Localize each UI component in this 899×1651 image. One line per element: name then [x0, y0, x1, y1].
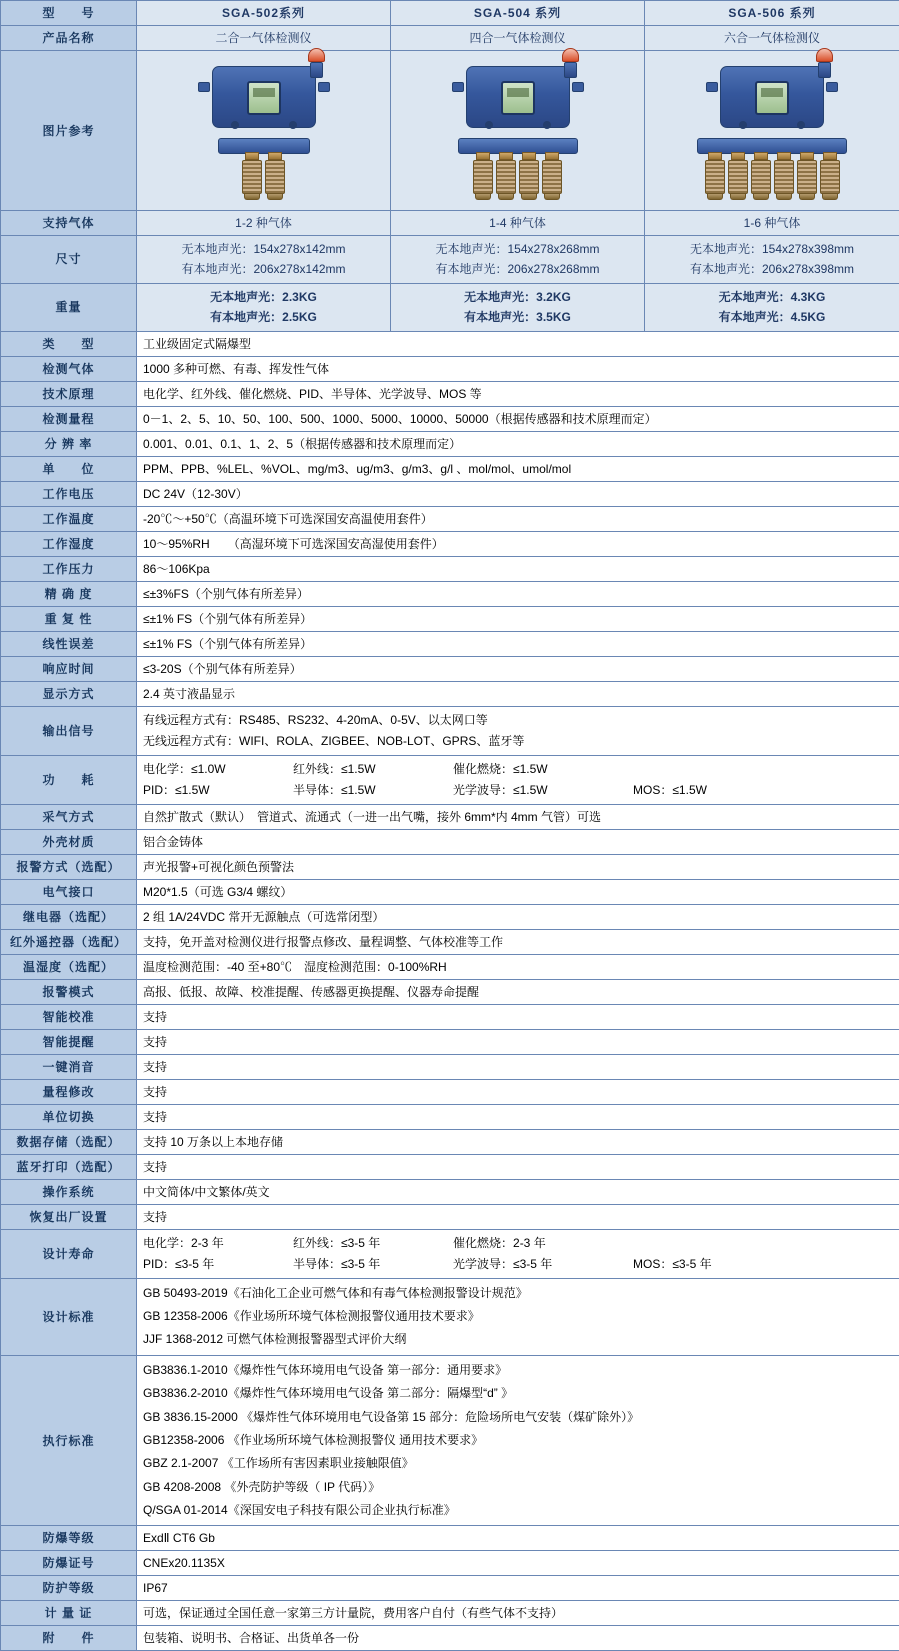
- life-mos: MOS：≤3-5 年: [633, 1254, 712, 1275]
- sensor-probe: [774, 152, 794, 200]
- weight-504: [391, 283, 645, 331]
- table-row-shell-material: [1, 829, 899, 854]
- row-value-work-humidity: 10～95%RH （高湿环境下可选深国安高湿使用套件）: [137, 531, 899, 556]
- table-row-alarm-type: [1, 854, 899, 879]
- design-life-line-1: [143, 1233, 893, 1254]
- table-row-bluetooth-print: [1, 1154, 899, 1179]
- sensor-probe: [797, 152, 817, 200]
- device-body: [212, 66, 316, 128]
- row-label-model: 型 号: [1, 1, 137, 26]
- row-label-linear-error: 线性误差: [1, 631, 137, 656]
- table-row-design-standard: [1, 1278, 899, 1355]
- design-standard-item: JJF 1368-2012 可燃气体检测报警器型式评价大纲: [143, 1328, 893, 1351]
- row-label-ex-cert-no: 防爆证号: [1, 1551, 137, 1576]
- execution-standard-item: GB 4208-2008 《外壳防护等级（ IP 代码）》: [143, 1476, 893, 1499]
- sensor-probe: [242, 152, 262, 200]
- device-mount-right: [318, 82, 330, 92]
- row-label-alarm-mode: 报警模式: [1, 979, 137, 1004]
- execution-standard-item: GB3836.1-2010《爆炸性气体环境用电气设备 第一部分：通用要求》: [143, 1359, 893, 1382]
- table-row-response-time: [1, 656, 899, 681]
- weight-504-line1: 无本地声光：3.2KG: [397, 287, 638, 307]
- weight-502-line1: 无本地声光：2.3KG: [143, 287, 384, 307]
- row-label-unit: 单 位: [1, 456, 137, 481]
- supported-gas-506: 1-6 种气体: [645, 211, 899, 236]
- row-value-smart-reminder: 支持: [137, 1029, 899, 1054]
- table-row-sampling: [1, 804, 899, 829]
- alarm-lamp-icon: [816, 48, 833, 78]
- design-life-line-2: [143, 1254, 893, 1275]
- row-label-output-signal: 输出信号: [1, 706, 137, 755]
- row-label-relay: 继电器（选配）: [1, 904, 137, 929]
- row-label-sampling: 采气方式: [1, 804, 137, 829]
- life-optical-waveguide: 光学波导：≤3-5 年: [453, 1254, 633, 1275]
- table-row-ex-cert-no: [1, 1551, 899, 1576]
- row-label-range-modify: 量程修改: [1, 1079, 137, 1104]
- row-label-work-pressure: 工作压力: [1, 556, 137, 581]
- row-value-ir-remote: 支持，免开盖对检测仪进行报警点修改、量程调整、气体校准等工作: [137, 929, 899, 954]
- sensor-probe: [265, 152, 285, 200]
- row-value-execution-standard: [137, 1355, 899, 1526]
- device-head: [209, 56, 319, 136]
- product-name-502: 二合一气体检测仪: [137, 26, 391, 51]
- sensor-probe: [705, 152, 725, 200]
- row-value-bluetooth-print: 支持: [137, 1154, 899, 1179]
- row-value-ex-cert-no: CNEx20.1135X: [137, 1551, 899, 1576]
- device-knob-left: [231, 121, 239, 129]
- device-mount-right: [826, 82, 838, 92]
- table-row-smart-reminder: [1, 1029, 899, 1054]
- sensor-probe: [751, 152, 771, 200]
- row-label-alarm-type: 报警方式（选配）: [1, 854, 137, 879]
- life-catalytic: 催化燃烧：2-3 年: [453, 1233, 633, 1254]
- row-label-supported-gas: 支持气体: [1, 211, 137, 236]
- table-row-supported-gas: [1, 211, 899, 236]
- row-value-shell-material: 铝合金铸体: [137, 829, 899, 854]
- life-semiconductor: 半导体：≤3-5 年: [293, 1254, 453, 1275]
- row-value-electrical-interface: M20*1.5（可选 G3/4 螺纹）: [137, 879, 899, 904]
- weight-502: [137, 283, 391, 331]
- power-pid: PID：≤1.5W: [143, 780, 293, 801]
- output-signal-wired: 有线远程方式有：RS485、RS232、4-20mA、0-5V、以太网口等: [143, 710, 893, 731]
- life-infrared: 红外线：≤3-5 年: [293, 1233, 453, 1254]
- execution-standard-item: Q/SGA 01-2014《深国安电子科技有限公司企业执行标准》: [143, 1499, 893, 1522]
- table-row-resolution: [1, 431, 899, 456]
- table-row-unit: [1, 456, 899, 481]
- row-label-power: 功 耗: [1, 755, 137, 804]
- table-row-image-reference: [1, 51, 899, 211]
- row-label-size: 尺寸: [1, 236, 137, 284]
- row-value-smart-calibration: 支持: [137, 1004, 899, 1029]
- row-label-type: 类 型: [1, 331, 137, 356]
- row-value-accessories: 包装箱、说明书、合格证、出货单各一份: [137, 1626, 899, 1651]
- table-row-metrology-cert: [1, 1601, 899, 1626]
- alarm-lamp-icon: [308, 48, 325, 78]
- row-value-metrology-cert: 可选，保证通过全国任意一家第三方计量院，费用客户自付（有些气体不支持）: [137, 1601, 899, 1626]
- row-label-electrical-interface: 电气接口: [1, 879, 137, 904]
- size-506: [645, 236, 899, 284]
- row-label-execution-standard: 执行标准: [1, 1355, 137, 1526]
- row-value-ip-grade: IP67: [137, 1576, 899, 1601]
- row-label-voltage: 工作电压: [1, 481, 137, 506]
- row-label-smart-reminder: 智能提醒: [1, 1029, 137, 1054]
- table-row-work-temp: [1, 506, 899, 531]
- model-506: SGA-506 系列: [645, 1, 899, 26]
- table-row-range: [1, 406, 899, 431]
- table-row-repeatability: [1, 606, 899, 631]
- row-label-work-humidity: 工作湿度: [1, 531, 137, 556]
- row-label-metrology-cert: 计 量 证: [1, 1601, 137, 1626]
- row-label-tech-principle: 技术原理: [1, 381, 137, 406]
- size-502: [137, 236, 391, 284]
- row-value-temp-humidity: 温度检测范围：-40 至+80℃ 湿度检测范围：0-100%RH: [137, 954, 899, 979]
- product-name-504: 四合一气体检测仪: [391, 26, 645, 51]
- table-row-electrical-interface: [1, 879, 899, 904]
- model-504: SGA-504 系列: [391, 1, 645, 26]
- row-label-repeatability: 重 复 性: [1, 606, 137, 631]
- row-value-one-key-mute: 支持: [137, 1054, 899, 1079]
- power-electrochemical: 电化学：≤1.0W: [143, 759, 293, 780]
- sensor-probe: [496, 152, 516, 200]
- row-value-range-modify: 支持: [137, 1079, 899, 1104]
- device-knob-right: [797, 121, 805, 129]
- row-label-product-name: 产品名称: [1, 26, 137, 51]
- row-value-relay: 2 组 1A/24VDC 常开无源触点（可选常闭型）: [137, 904, 899, 929]
- row-label-response-time: 响应时间: [1, 656, 137, 681]
- row-value-os: 中文简体/中文繁体/英文: [137, 1179, 899, 1204]
- table-row-one-key-mute: [1, 1054, 899, 1079]
- alarm-lamp-icon: [562, 48, 579, 78]
- sensor-group: [458, 152, 578, 200]
- device-screen: [247, 81, 281, 115]
- table-row-display: [1, 681, 899, 706]
- row-value-voltage: DC 24V（12-30V）: [137, 481, 899, 506]
- power-line-2: [143, 780, 893, 801]
- table-row-alarm-mode: [1, 979, 899, 1004]
- row-value-response-time: ≤3-20S（个别气体有所差异）: [137, 656, 899, 681]
- row-value-resolution: 0.001、0.01、0.1、1、2、5（根据传感器和技术原理而定）: [137, 431, 899, 456]
- table-row-model: [1, 1, 899, 26]
- device-head: [463, 56, 573, 136]
- device-illustration: [697, 56, 847, 200]
- device-knob-right: [543, 121, 551, 129]
- execution-standard-item: GB12358-2006 《作业场所环境气体检测报警仪 通用技术要求》: [143, 1429, 893, 1452]
- row-label-ex-grade: 防爆等级: [1, 1526, 137, 1551]
- table-row-type: [1, 331, 899, 356]
- device-illustration: [209, 56, 319, 200]
- row-value-repeatability: ≤±1% FS（个别气体有所差异）: [137, 606, 899, 631]
- device-illustration: [458, 56, 578, 200]
- size-502-line2: 有本地声光：206x278x142mm: [143, 259, 384, 279]
- power-line-1: [143, 759, 893, 780]
- table-row-work-humidity: [1, 531, 899, 556]
- row-label-shell-material: 外壳材质: [1, 829, 137, 854]
- table-row-work-pressure: [1, 556, 899, 581]
- device-knob-left: [485, 121, 493, 129]
- weight-506-line1: 无本地声光：4.3KG: [651, 287, 893, 307]
- row-label-display: 显示方式: [1, 681, 137, 706]
- size-506-line1: 无本地声光：154x278x398mm: [651, 239, 893, 259]
- size-502-line1: 无本地声光：154x278x142mm: [143, 239, 384, 259]
- row-value-unit: PPM、PPB、%LEL、%VOL、mg/m3、ug/m3、g/m3、g/l 、mol/mol、umol/mol: [137, 456, 899, 481]
- row-value-output-signal: [137, 706, 899, 755]
- row-label-accessories: 附 件: [1, 1626, 137, 1651]
- row-value-work-temp: -20℃～+50℃（高温环境下可选深国安高温使用套件）: [137, 506, 899, 531]
- weight-504-line2: 有本地声光：3.5KG: [397, 307, 638, 327]
- table-row-execution-standard: [1, 1355, 899, 1526]
- table-row-smart-calibration: [1, 1004, 899, 1029]
- table-row-os: [1, 1179, 899, 1204]
- product-name-506: 六合一气体检测仪: [645, 26, 899, 51]
- power-optical-waveguide: 光学波导：≤1.5W: [453, 780, 633, 801]
- table-row-accuracy: [1, 581, 899, 606]
- model-502: SGA-502系列: [137, 1, 391, 26]
- row-label-weight: 重量: [1, 283, 137, 331]
- device-image-502: [137, 51, 391, 211]
- row-label-os: 操作系统: [1, 1179, 137, 1204]
- row-label-temp-humidity: 温湿度（选配）: [1, 954, 137, 979]
- row-value-type: 工业级固定式隔爆型: [137, 331, 899, 356]
- table-row-temp-humidity: [1, 954, 899, 979]
- power-mos: MOS：≤1.5W: [633, 780, 707, 801]
- weight-506: [645, 283, 899, 331]
- row-value-linear-error: ≤±1% FS（个别气体有所差异）: [137, 631, 899, 656]
- table-row-data-storage: [1, 1129, 899, 1154]
- row-value-work-pressure: 86～106Kpa: [137, 556, 899, 581]
- row-label-range: 检测量程: [1, 406, 137, 431]
- row-label-resolution: 分 辨 率: [1, 431, 137, 456]
- row-label-smart-calibration: 智能校准: [1, 1004, 137, 1029]
- device-head: [717, 56, 827, 136]
- row-label-one-key-mute: 一键消音: [1, 1054, 137, 1079]
- row-value-accuracy: ≤±3%FS（个别气体有所差异）: [137, 581, 899, 606]
- row-label-data-storage: 数据存储（选配）: [1, 1129, 137, 1154]
- life-electrochemical: 电化学：2-3 年: [143, 1233, 293, 1254]
- row-value-range: 0－1、2、5、10、50、100、500、1000、5000、10000、50000（根据传感器和技术原理而定）: [137, 406, 899, 431]
- execution-standard-item: GB 3836.15-2000 《爆炸性气体环境用电气设备第 15 部分：危险场所电气安装（煤矿除外）》: [143, 1406, 893, 1429]
- table-row-ir-remote: [1, 929, 899, 954]
- row-label-bluetooth-print: 蓝牙打印（选配）: [1, 1154, 137, 1179]
- size-504: [391, 236, 645, 284]
- size-504-line1: 无本地声光：154x278x268mm: [397, 239, 638, 259]
- design-standard-item: GB 12358-2006《作业场所环境气体检测报警仪通用技术要求》: [143, 1305, 893, 1328]
- row-value-design-standard: [137, 1278, 899, 1355]
- device-body: [466, 66, 570, 128]
- table-row-unit-switch: [1, 1104, 899, 1129]
- device-image-506: [645, 51, 899, 211]
- size-504-line2: 有本地声光：206x278x268mm: [397, 259, 638, 279]
- row-value-sampling: 自然扩散式（默认） 管道式、流通式（一进一出气嘴，接外 6mm*内 4mm 气管）可选: [137, 804, 899, 829]
- row-value-alarm-type: 声光报警+可视化颜色预警法: [137, 854, 899, 879]
- table-row-design-life: [1, 1229, 899, 1278]
- row-label-detect-gas: 检测气体: [1, 356, 137, 381]
- row-value-unit-switch: 支持: [137, 1104, 899, 1129]
- device-body: [720, 66, 824, 128]
- table-row-accessories: [1, 1626, 899, 1651]
- sensor-group: [697, 152, 847, 200]
- sensor-group: [209, 152, 319, 200]
- device-screen: [755, 81, 789, 115]
- row-value-ex-grade: ExdⅡ CT6 Gb: [137, 1526, 899, 1551]
- row-label-ir-remote: 红外遥控器（选配）: [1, 929, 137, 954]
- size-506-line2: 有本地声光：206x278x398mm: [651, 259, 893, 279]
- table-row-linear-error: [1, 631, 899, 656]
- power-semiconductor: 半导体：≤1.5W: [293, 780, 453, 801]
- row-value-power: [137, 755, 899, 804]
- table-row-relay: [1, 904, 899, 929]
- row-label-unit-switch: 单位切换: [1, 1104, 137, 1129]
- row-label-image-reference: 图片参考: [1, 51, 137, 211]
- table-row-weight: [1, 283, 899, 331]
- row-value-factory-reset: 支持: [137, 1204, 899, 1229]
- table-row-power: [1, 755, 899, 804]
- device-knob-right: [289, 121, 297, 129]
- sensor-probe: [820, 152, 840, 200]
- sensor-probe: [473, 152, 493, 200]
- row-value-data-storage: 支持 10 万条以上本地存储: [137, 1129, 899, 1154]
- power-catalytic: 催化燃烧：≤1.5W: [453, 759, 633, 780]
- device-image-504: [391, 51, 645, 211]
- table-row-size: [1, 236, 899, 284]
- table-row-tech-principle: [1, 381, 899, 406]
- table-row-detect-gas: [1, 356, 899, 381]
- weight-506-line2: 有本地声光：4.5KG: [651, 307, 893, 327]
- table-row-output-signal: [1, 706, 899, 755]
- table-row-factory-reset: [1, 1204, 899, 1229]
- table-row-ex-grade: [1, 1526, 899, 1551]
- table-row-range-modify: [1, 1079, 899, 1104]
- row-label-design-standard: 设计标准: [1, 1278, 137, 1355]
- device-mount-left: [198, 82, 210, 92]
- table-row-ip-grade: [1, 1576, 899, 1601]
- table-row-product-name: [1, 26, 899, 51]
- device-mount-left: [706, 82, 718, 92]
- device-mount-left: [452, 82, 464, 92]
- device-mount-right: [572, 82, 584, 92]
- output-signal-wireless: 无线远程方式有：WIFI、ROLA、ZIGBEE、NOB-LOT、GPRS、蓝牙等: [143, 731, 893, 752]
- table-row-voltage: [1, 481, 899, 506]
- device-knob-left: [739, 121, 747, 129]
- sensor-probe: [519, 152, 539, 200]
- row-label-ip-grade: 防护等级: [1, 1576, 137, 1601]
- row-value-design-life: [137, 1229, 899, 1278]
- row-value-alarm-mode: 高报、低报、故障、校准提醒、传感器更换提醒、仪器寿命提醒: [137, 979, 899, 1004]
- execution-standard-item: GB3836.2-2010《爆炸性气体环境用电气设备 第二部分：隔爆型“d” 》: [143, 1382, 893, 1405]
- supported-gas-504: 1-4 种气体: [391, 211, 645, 236]
- supported-gas-502: 1-2 种气体: [137, 211, 391, 236]
- row-label-design-life: 设计寿命: [1, 1229, 137, 1278]
- sensor-probe: [542, 152, 562, 200]
- weight-502-line2: 有本地声光：2.5KG: [143, 307, 384, 327]
- row-value-detect-gas: 1000 多种可燃、有毒、挥发性气体: [137, 356, 899, 381]
- life-pid: PID：≤3-5 年: [143, 1254, 293, 1275]
- execution-standard-item: GBZ 2.1-2007 《工作场所有害因素职业接触限值》: [143, 1452, 893, 1475]
- row-label-accuracy: 精 确 度: [1, 581, 137, 606]
- row-label-factory-reset: 恢复出厂设置: [1, 1204, 137, 1229]
- design-standard-item: GB 50493-2019《石油化工企业可燃气体和有毒气体检测报警设计规范》: [143, 1282, 893, 1305]
- row-value-tech-principle: 电化学、红外线、催化燃烧、PID、半导体、光学波导、MOS 等: [137, 381, 899, 406]
- power-infrared: 红外线：≤1.5W: [293, 759, 453, 780]
- row-label-work-temp: 工作温度: [1, 506, 137, 531]
- device-screen: [501, 81, 535, 115]
- row-value-display: 2.4 英寸液晶显示: [137, 681, 899, 706]
- sensor-probe: [728, 152, 748, 200]
